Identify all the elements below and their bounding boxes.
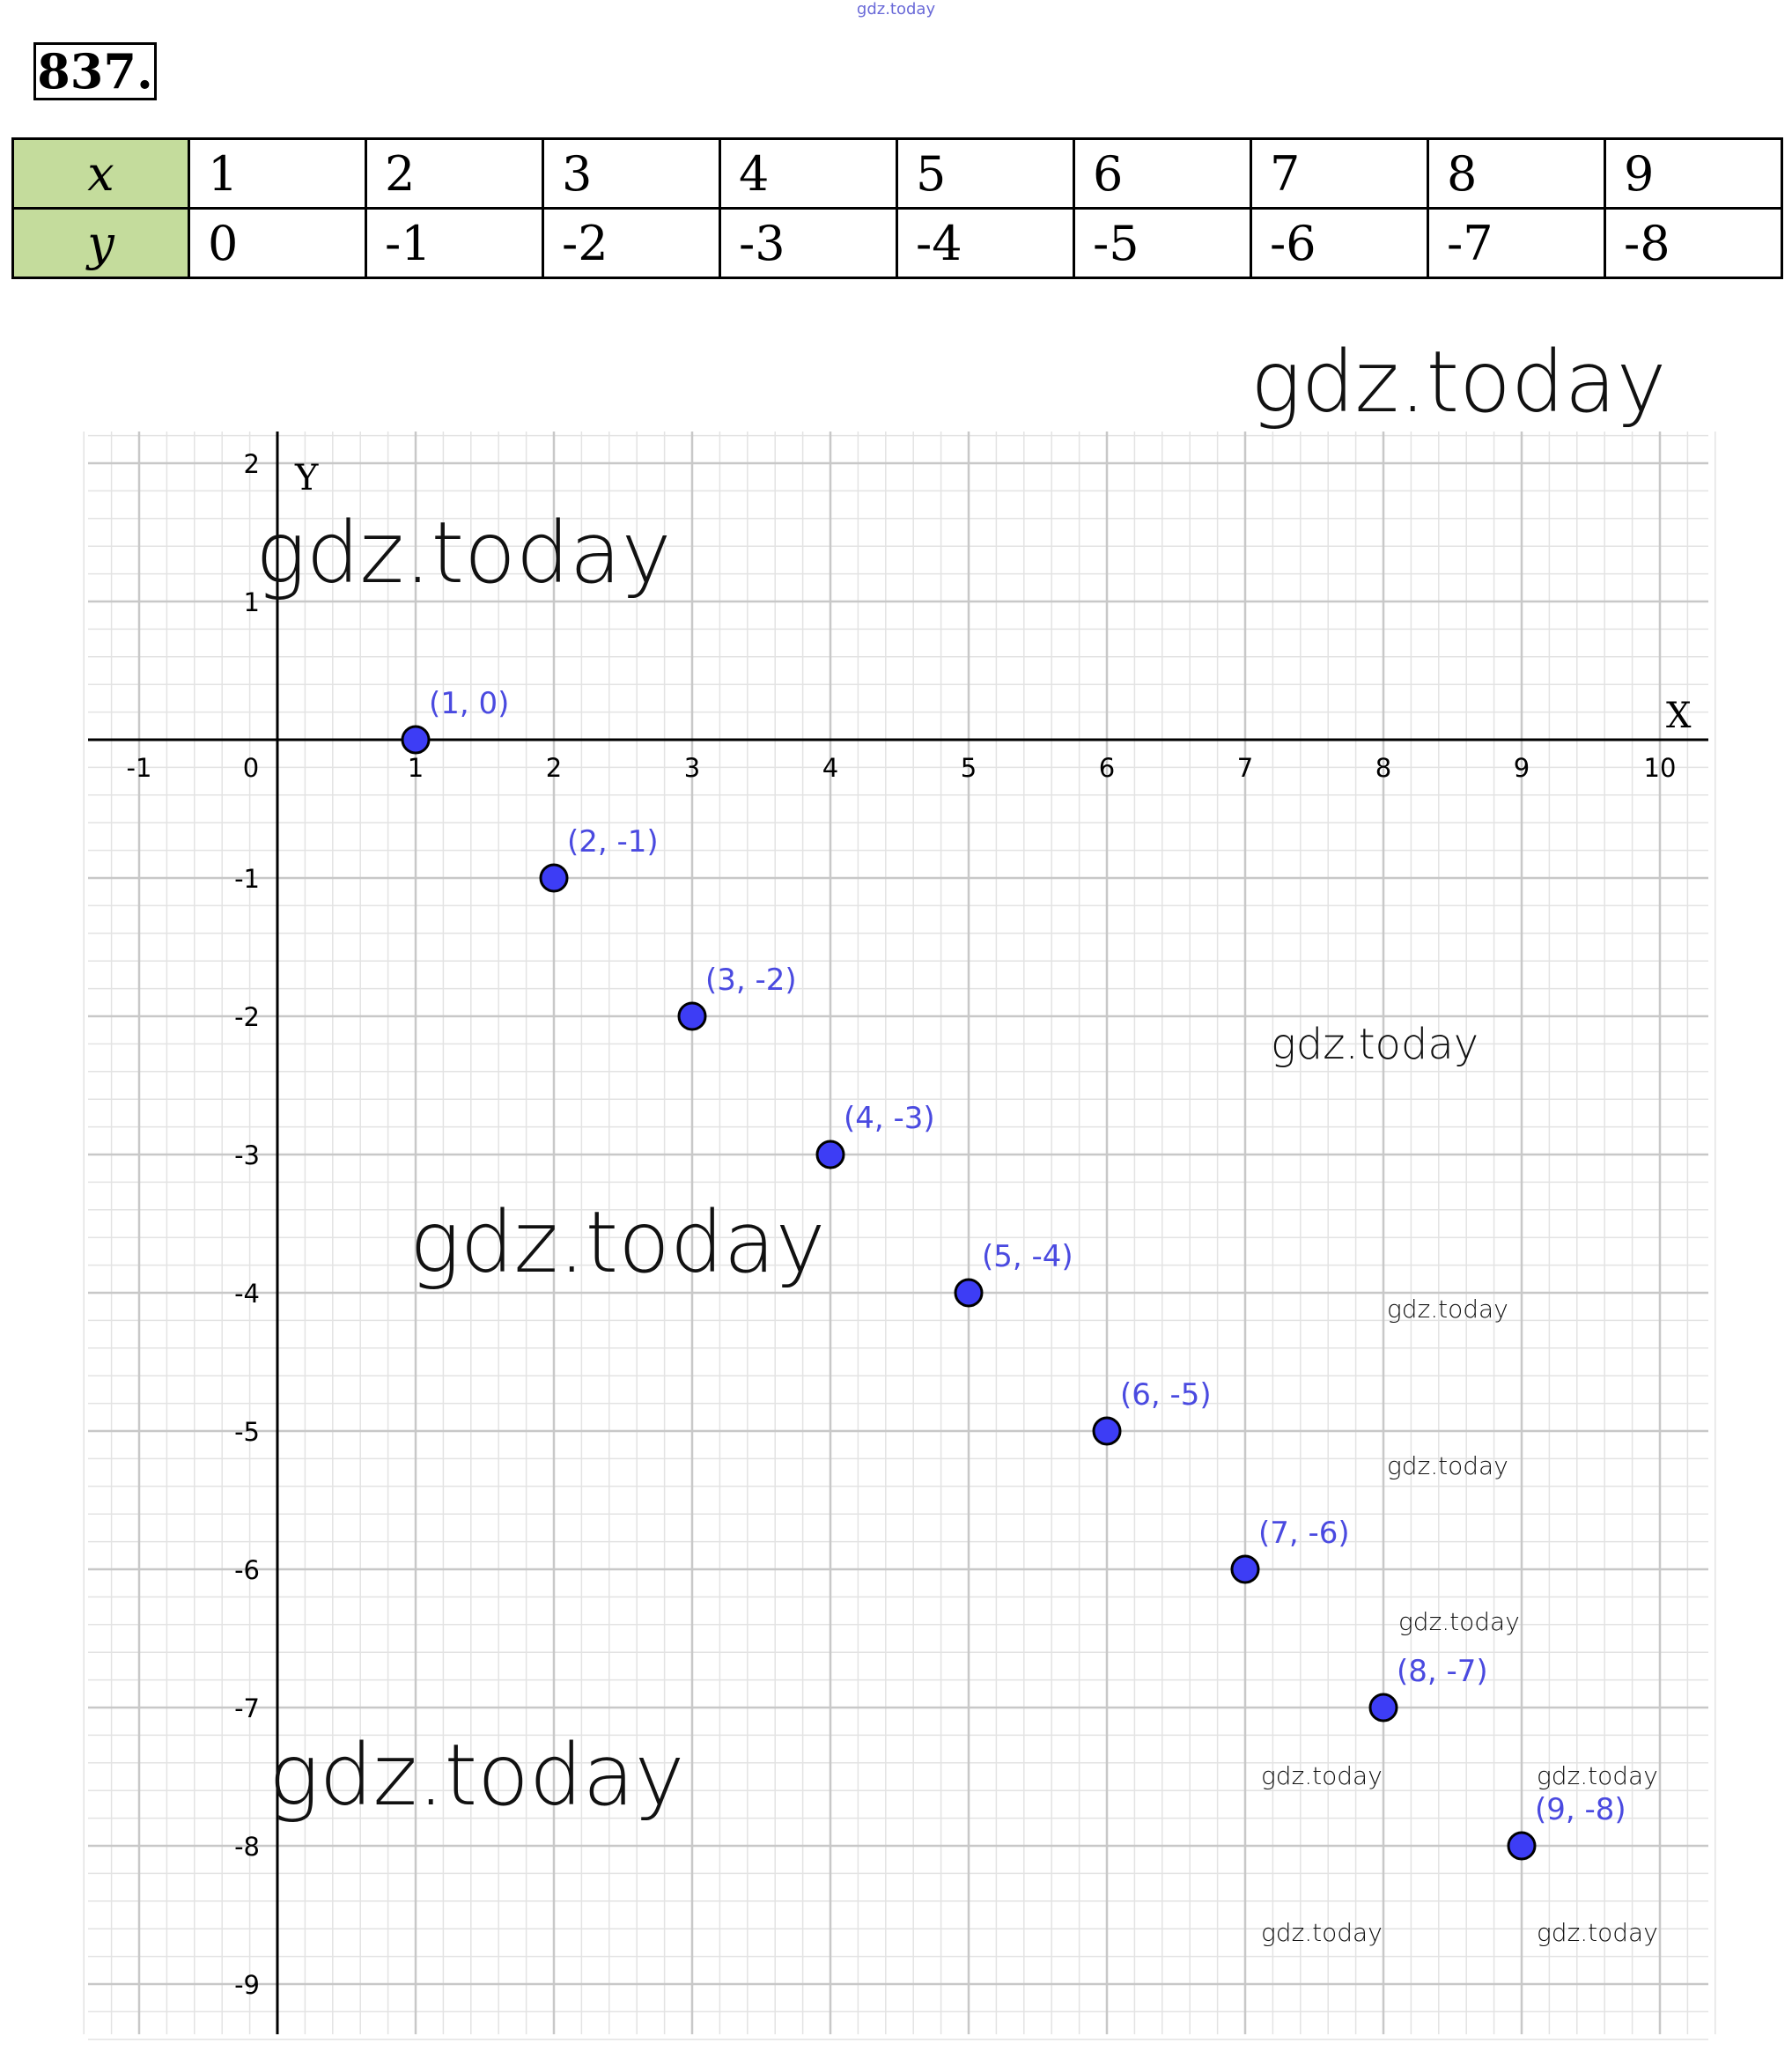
- y-cell: -1: [366, 209, 543, 278]
- watermark: gdz.today: [1398, 1607, 1520, 1636]
- y-cell: -3: [720, 209, 897, 278]
- data-point: [679, 1003, 705, 1029]
- data-point: [817, 1141, 844, 1168]
- data-point: [1370, 1694, 1397, 1721]
- x-tick-label: 10: [1643, 753, 1677, 783]
- data-label: (4, -3): [844, 1101, 935, 1136]
- data-point: [402, 727, 429, 753]
- data-label: (1, 0): [429, 686, 510, 721]
- x-tick-label: 1: [407, 753, 424, 783]
- y-cell: -5: [1074, 209, 1251, 278]
- x-tick-label: 7: [1236, 753, 1254, 783]
- watermark: gdz.today: [269, 1726, 685, 1825]
- data-point: [1094, 1418, 1120, 1444]
- data-label: (2, -1): [567, 824, 659, 860]
- x-tick-label: 2: [545, 753, 563, 783]
- y-cell: 0: [189, 209, 366, 278]
- watermark: gdz.today: [409, 1193, 826, 1292]
- y-cell: -2: [543, 209, 720, 278]
- watermark: gdz.today: [1537, 1918, 1658, 1947]
- y-tick-label: 1: [243, 587, 260, 617]
- x-tick-label: 3: [683, 753, 701, 783]
- x-cell: 9: [1605, 139, 1782, 209]
- y-cell: -7: [1428, 209, 1605, 278]
- y-tick-label: -4: [234, 1279, 260, 1309]
- y-cell: -4: [897, 209, 1074, 278]
- x-tick-label: 4: [822, 753, 839, 783]
- y-tick-label: -1: [234, 864, 260, 894]
- x-cell: 1: [189, 139, 366, 209]
- top-watermark: gdz.today: [856, 0, 936, 18]
- y-tick-label: -7: [234, 1693, 260, 1723]
- x-cell: 8: [1428, 139, 1605, 209]
- x-cell: 3: [543, 139, 720, 209]
- watermark: gdz.today: [1537, 1761, 1658, 1790]
- data-point: [541, 865, 567, 891]
- y-cell: -6: [1251, 209, 1428, 278]
- watermark: gdz.today: [1261, 1918, 1383, 1947]
- x-axis-title: X: [1666, 696, 1692, 736]
- x-tick-label: 8: [1375, 753, 1392, 783]
- y-header: y: [13, 209, 189, 278]
- data-point: [955, 1280, 982, 1306]
- y-tick-label: -6: [234, 1555, 260, 1585]
- data-label: (9, -8): [1535, 1792, 1626, 1827]
- y-tick-label: -9: [234, 1970, 260, 2000]
- x-tick-label: 5: [960, 753, 977, 783]
- watermark: gdz.today: [1271, 1020, 1479, 1069]
- y-tick-label: -8: [234, 1832, 260, 1862]
- x-tick-label: 0: [242, 753, 260, 783]
- y-tick-label: -5: [234, 1417, 260, 1447]
- watermark: gdz.today: [1261, 1761, 1383, 1790]
- y-tick-label: -2: [234, 1002, 260, 1032]
- data-point: [1508, 1833, 1535, 1859]
- data-label: (3, -2): [705, 963, 797, 998]
- data-label: (7, -6): [1258, 1516, 1350, 1551]
- x-cell: 5: [897, 139, 1074, 209]
- x-tick-label: 9: [1513, 753, 1530, 783]
- x-cell: 6: [1074, 139, 1251, 209]
- x-tick-label: 6: [1098, 753, 1116, 783]
- data-label: (5, -4): [982, 1239, 1073, 1274]
- x-tick-label: -1: [126, 753, 152, 783]
- data-label: (6, -5): [1120, 1377, 1212, 1413]
- watermark: gdz.today: [1387, 1295, 1508, 1324]
- x-cell: 4: [720, 139, 897, 209]
- watermark: gdz.today: [255, 504, 672, 602]
- x-cell: 2: [366, 139, 543, 209]
- watermark: gdz.today: [1387, 1451, 1508, 1480]
- y-cell: -8: [1605, 209, 1782, 278]
- problem-number: 837.: [33, 42, 157, 100]
- y-tick-label: 2: [243, 449, 260, 479]
- x-cell: 7: [1251, 139, 1428, 209]
- data-label: (8, -7): [1397, 1654, 1488, 1689]
- y-tick-label: -3: [234, 1140, 260, 1170]
- watermark: gdz.today: [1250, 333, 1667, 432]
- data-point: [1232, 1556, 1258, 1583]
- x-header: x: [13, 139, 189, 209]
- y-axis-title: Y: [295, 458, 319, 498]
